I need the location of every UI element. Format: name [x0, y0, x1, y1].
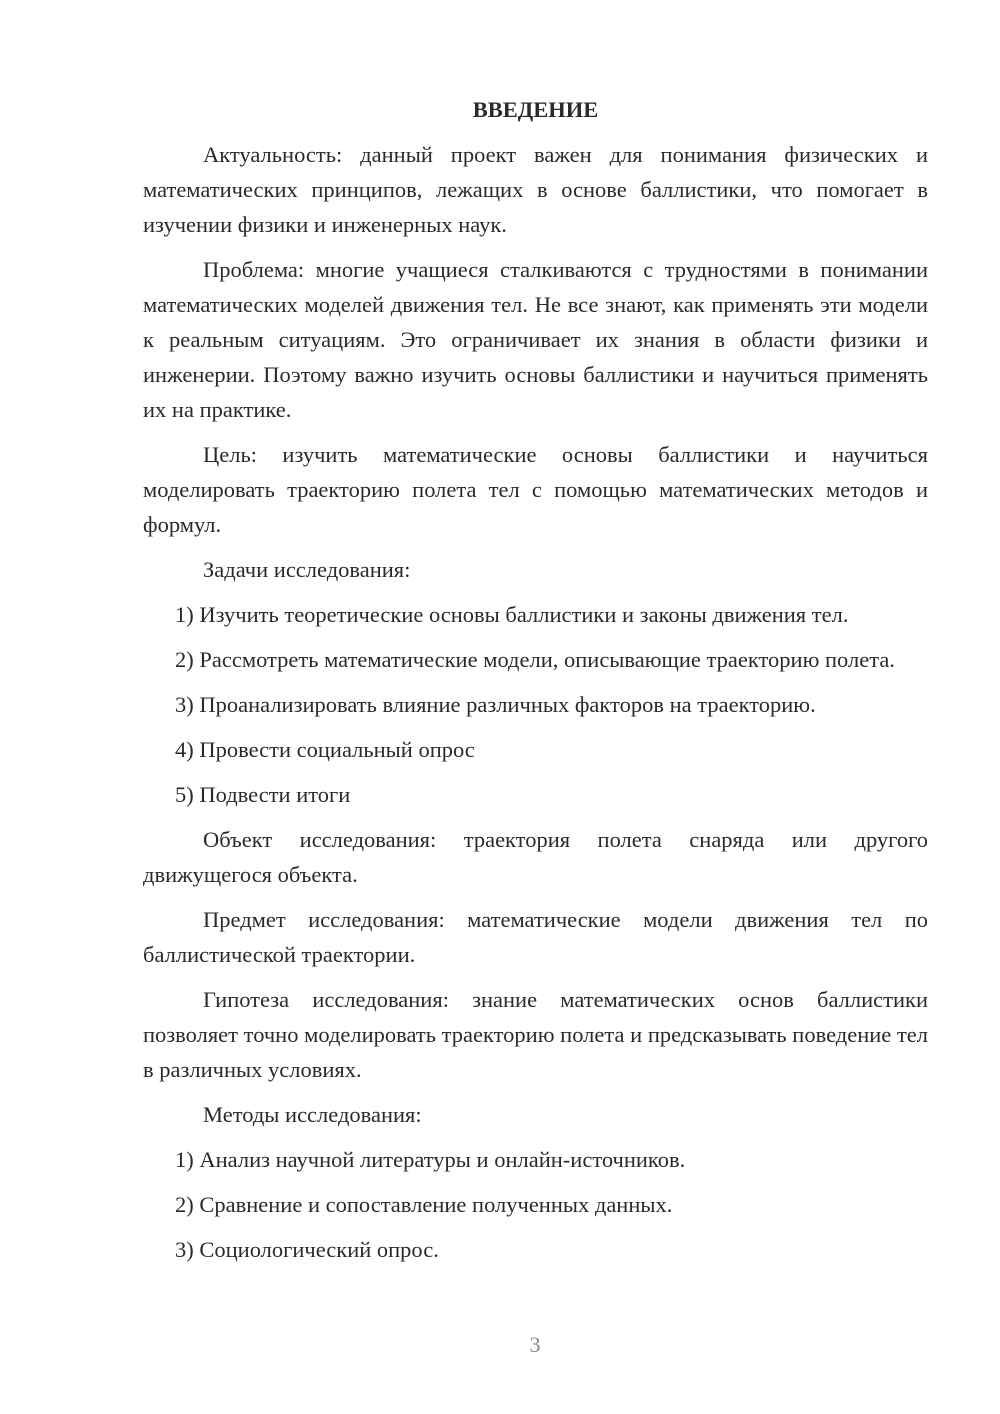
section-title: ВВЕДЕНИЕ [472, 97, 599, 122]
task-item: 4) Провести социальный опрос [175, 737, 475, 762]
hypothesis-paragraph: Гипотеза исследования: знание математических основ баллистики позволяет точно моделировать траекторию полета и предсказывать поведение тел в различных условиях. [143, 987, 928, 1082]
object-paragraph: Объект исследования: траектория полета снаряда или другого движущегося объекта. [143, 827, 928, 887]
subject-paragraph: Предмет исследования: математические модели движения тел по баллистической траектории. [143, 907, 928, 967]
methods-heading: Методы исследования: [203, 1102, 422, 1127]
goal-paragraph: Цель: изучить математические основы баллистики и научиться моделировать траекторию полета тел с помощью математических методов и формул. [143, 442, 928, 537]
document-page [143, 92, 928, 1277]
method-item: 3) Социологический опрос. [175, 1237, 439, 1262]
task-item: 1) Изучить теоретические основы баллистики и законы движения тел. [175, 602, 849, 627]
method-item: 2) Сравнение и сопоставление полученных данных. [175, 1192, 673, 1217]
relevance-paragraph: Актуальность: данный проект важен для понимания физических и математических принципов, лежащих в основе баллистики, что помогает в изучении физики и инженерных наук. [143, 142, 928, 237]
task-item: 5) Подвести итоги [175, 782, 351, 807]
problem-paragraph: Проблема: многие учащиеся сталкиваются с трудностями в понимании математических моделей движения тел. Не все знают, как применять эти модели к реальным ситуациям. Это ограничивает их знания в области физики и инженерии. Поэтому важно изучить основы баллистики и научиться применять их на практике. [143, 257, 928, 422]
tasks-heading: Задачи исследования: [203, 557, 411, 582]
task-item: 2) Рассмотреть математические модели, описывающие траекторию полета. [175, 647, 895, 672]
task-item: 3) Проанализировать влияние различных факторов на траекторию. [175, 692, 816, 717]
method-item: 1) Анализ научной литературы и онлайн-источников. [175, 1147, 686, 1172]
page-number: 3 [529, 1332, 541, 1357]
